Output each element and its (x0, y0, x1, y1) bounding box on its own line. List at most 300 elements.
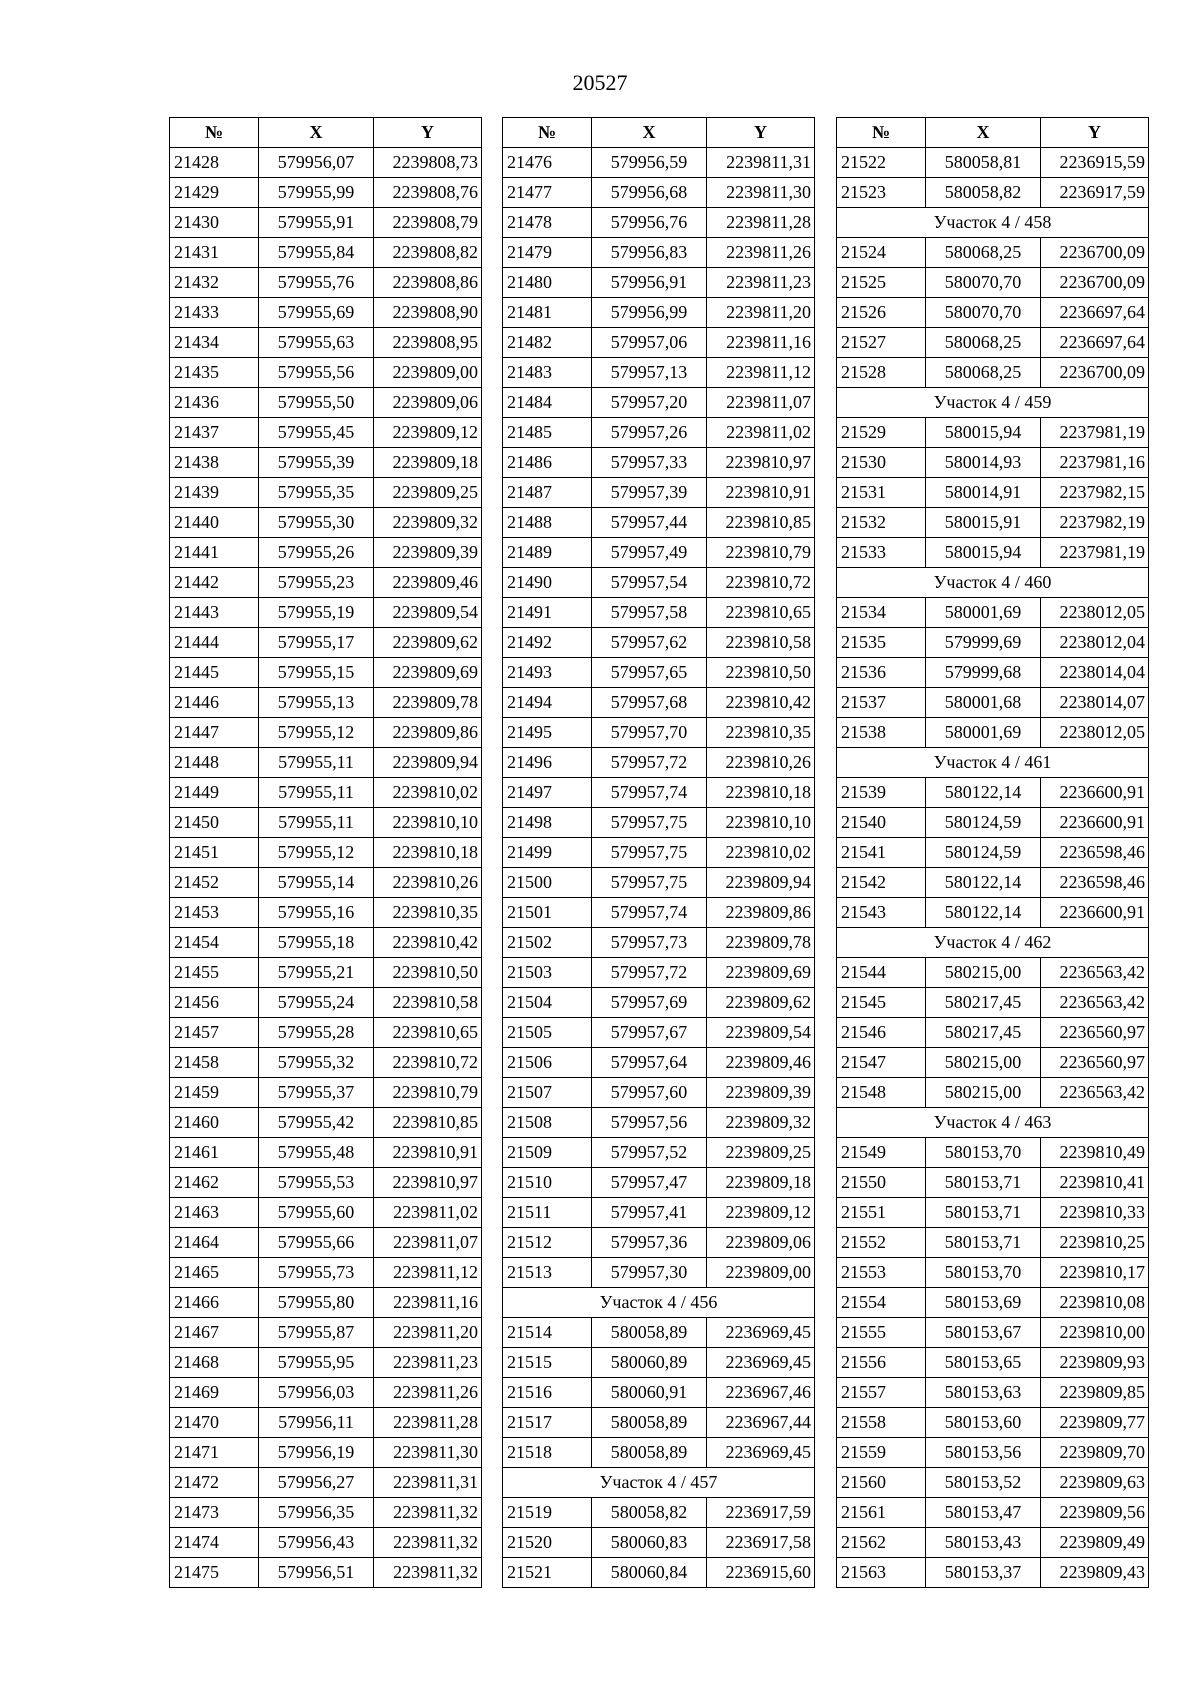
point-number: 21532 (837, 508, 926, 538)
table-row (170, 1318, 482, 1348)
y-coordinate: 2239808,73 (374, 148, 482, 178)
y-coordinate: 2239810,42 (707, 688, 815, 718)
y-coordinate: 2239810,10 (707, 808, 815, 838)
table-row (170, 1048, 482, 1078)
x-coordinate: 580015,91 (926, 508, 1041, 538)
y-coordinate: 2239809,54 (374, 598, 482, 628)
x-coordinate: 579956,68 (592, 178, 707, 208)
point-number: 21509 (503, 1138, 592, 1168)
point-number: 21518 (503, 1438, 592, 1468)
y-coordinate: 2239808,82 (374, 238, 482, 268)
point-number: 21449 (170, 778, 259, 808)
table-row (170, 1078, 482, 1108)
point-number: 21512 (503, 1228, 592, 1258)
x-coordinate: 579957,58 (592, 598, 707, 628)
y-coordinate: 2239811,28 (707, 208, 815, 238)
point-number: 21552 (837, 1228, 926, 1258)
table-row (503, 538, 815, 568)
point-number: 21444 (170, 628, 259, 658)
table-row (503, 508, 815, 538)
point-number: 21470 (170, 1408, 259, 1438)
x-coordinate: 579956,91 (592, 268, 707, 298)
y-coordinate: 2239808,76 (374, 178, 482, 208)
x-coordinate: 580215,00 (926, 1078, 1041, 1108)
point-number: 21459 (170, 1078, 259, 1108)
x-coordinate: 579955,45 (259, 418, 374, 448)
point-number: 21503 (503, 958, 592, 988)
y-coordinate: 2239809,62 (374, 628, 482, 658)
table-row (503, 688, 815, 718)
point-number: 21531 (837, 478, 926, 508)
table-row (503, 628, 815, 658)
x-coordinate: 579957,49 (592, 538, 707, 568)
x-coordinate: 580153,60 (926, 1408, 1041, 1438)
x-coordinate: 580153,71 (926, 1168, 1041, 1198)
x-coordinate: 579955,87 (259, 1318, 374, 1348)
y-coordinate: 2239809,69 (707, 958, 815, 988)
x-coordinate: 579957,47 (592, 1168, 707, 1198)
y-coordinate: 2239810,35 (374, 898, 482, 928)
y-coordinate: 2239810,79 (707, 538, 815, 568)
y-coordinate: 2239811,30 (374, 1438, 482, 1468)
x-coordinate: 580153,47 (926, 1498, 1041, 1528)
x-coordinate: 579955,39 (259, 448, 374, 478)
x-coordinate: 580060,91 (592, 1378, 707, 1408)
table-row (503, 778, 815, 808)
point-number: 21429 (170, 178, 259, 208)
y-coordinate: 2239810,50 (374, 958, 482, 988)
y-coordinate: 2239809,06 (707, 1228, 815, 1258)
point-number: 21534 (837, 598, 926, 628)
table-row (170, 1558, 482, 1588)
x-coordinate: 580058,82 (592, 1498, 707, 1528)
point-number: 21490 (503, 568, 592, 598)
table-row (503, 1438, 815, 1468)
table-row (170, 778, 482, 808)
x-coordinate: 579957,68 (592, 688, 707, 718)
x-coordinate: 579956,19 (259, 1438, 374, 1468)
table-row (170, 1468, 482, 1498)
table-row (503, 988, 815, 1018)
y-coordinate: 2237982,19 (1041, 508, 1149, 538)
y-coordinate: 2239811,12 (374, 1258, 482, 1288)
table-row (170, 688, 482, 718)
table-row (503, 1048, 815, 1078)
table-row (837, 658, 1149, 688)
point-number: 21517 (503, 1408, 592, 1438)
y-coordinate: 2238012,04 (1041, 628, 1149, 658)
x-coordinate: 579957,62 (592, 628, 707, 658)
y-coordinate: 2236598,46 (1041, 838, 1149, 868)
table-row (503, 478, 815, 508)
table-row (503, 868, 815, 898)
table-row (837, 1138, 1149, 1168)
y-coordinate: 2236563,42 (1041, 958, 1149, 988)
y-coordinate: 2239809,06 (374, 388, 482, 418)
coordinate-table-2 (502, 117, 815, 1588)
x-coordinate: 579955,56 (259, 358, 374, 388)
y-coordinate: 2239809,39 (374, 538, 482, 568)
x-coordinate: 580153,67 (926, 1318, 1041, 1348)
section-heading: Участок 4 / 462 (837, 928, 1149, 958)
y-coordinate: 2239809,85 (1041, 1378, 1149, 1408)
point-number: 21476 (503, 148, 592, 178)
y-coordinate: 2239811,31 (374, 1468, 482, 1498)
point-number: 21482 (503, 328, 592, 358)
y-coordinate: 2239808,95 (374, 328, 482, 358)
table-row (837, 598, 1149, 628)
point-number: 21558 (837, 1408, 926, 1438)
y-coordinate: 2239810,97 (707, 448, 815, 478)
point-number: 21493 (503, 658, 592, 688)
table-row (837, 1528, 1149, 1558)
point-number: 21520 (503, 1528, 592, 1558)
table-row (837, 1348, 1149, 1378)
point-number: 21464 (170, 1228, 259, 1258)
x-coordinate: 579957,70 (592, 718, 707, 748)
table-row (170, 238, 482, 268)
x-coordinate: 580058,89 (592, 1408, 707, 1438)
y-coordinate: 2239811,20 (707, 298, 815, 328)
x-coordinate: 579955,21 (259, 958, 374, 988)
y-coordinate: 2239810,50 (707, 658, 815, 688)
x-coordinate: 580060,84 (592, 1558, 707, 1588)
point-number: 21467 (170, 1318, 259, 1348)
y-coordinate: 2237982,15 (1041, 478, 1149, 508)
point-number: 21433 (170, 298, 259, 328)
x-coordinate: 579955,12 (259, 718, 374, 748)
y-coordinate: 2239811,28 (374, 1408, 482, 1438)
point-number: 21445 (170, 658, 259, 688)
table-row (503, 178, 815, 208)
point-number: 21556 (837, 1348, 926, 1378)
point-number: 21560 (837, 1468, 926, 1498)
point-number: 21468 (170, 1348, 259, 1378)
header-y: Y (374, 118, 482, 148)
table-row (170, 538, 482, 568)
table-row (837, 1408, 1149, 1438)
point-number: 21544 (837, 958, 926, 988)
x-coordinate: 579957,65 (592, 658, 707, 688)
point-number: 21496 (503, 748, 592, 778)
point-number: 21527 (837, 328, 926, 358)
x-coordinate: 579957,75 (592, 868, 707, 898)
x-coordinate: 580060,83 (592, 1528, 707, 1558)
table-row (503, 1558, 815, 1588)
section-heading-row (837, 568, 1149, 598)
point-number: 21453 (170, 898, 259, 928)
y-coordinate: 2239810,58 (707, 628, 815, 658)
x-coordinate: 580058,81 (926, 148, 1041, 178)
x-coordinate: 579957,33 (592, 448, 707, 478)
point-number: 21536 (837, 658, 926, 688)
y-coordinate: 2236915,59 (1041, 148, 1149, 178)
table-row (837, 298, 1149, 328)
x-coordinate: 580058,89 (592, 1318, 707, 1348)
table-row (837, 1288, 1149, 1318)
point-number: 21491 (503, 598, 592, 628)
table-row (503, 1348, 815, 1378)
x-coordinate: 579955,16 (259, 898, 374, 928)
x-coordinate: 579957,44 (592, 508, 707, 538)
table-row (837, 1468, 1149, 1498)
point-number: 21446 (170, 688, 259, 718)
x-coordinate: 580153,43 (926, 1528, 1041, 1558)
table-row (837, 1558, 1149, 1588)
y-coordinate: 2239809,25 (707, 1138, 815, 1168)
table-row (503, 238, 815, 268)
y-coordinate: 2239811,07 (707, 388, 815, 418)
point-number: 21447 (170, 718, 259, 748)
point-number: 21530 (837, 448, 926, 478)
y-coordinate: 2236700,09 (1041, 238, 1149, 268)
y-coordinate: 2236700,09 (1041, 358, 1149, 388)
y-coordinate: 2239811,30 (707, 178, 815, 208)
table-row (170, 1138, 482, 1168)
point-number: 21462 (170, 1168, 259, 1198)
y-coordinate: 2236969,45 (707, 1348, 815, 1378)
table-row (170, 1228, 482, 1258)
table-row (837, 178, 1149, 208)
x-coordinate: 580015,94 (926, 538, 1041, 568)
x-coordinate: 579955,91 (259, 208, 374, 238)
x-coordinate: 579955,37 (259, 1078, 374, 1108)
y-coordinate: 2239808,79 (374, 208, 482, 238)
table-row (503, 568, 815, 598)
table-row (170, 418, 482, 448)
table-row (503, 658, 815, 688)
x-coordinate: 579957,52 (592, 1138, 707, 1168)
x-coordinate: 579955,11 (259, 778, 374, 808)
y-coordinate: 2239811,07 (374, 1228, 482, 1258)
point-number: 21456 (170, 988, 259, 1018)
x-coordinate: 579957,72 (592, 958, 707, 988)
section-heading: Участок 4 / 456 (503, 1288, 815, 1318)
x-coordinate: 579955,76 (259, 268, 374, 298)
x-coordinate: 579956,51 (259, 1558, 374, 1588)
point-number: 21450 (170, 808, 259, 838)
point-number: 21554 (837, 1288, 926, 1318)
table-row (837, 898, 1149, 928)
y-coordinate: 2239810,26 (374, 868, 482, 898)
y-coordinate: 2239811,02 (374, 1198, 482, 1228)
point-number: 21514 (503, 1318, 592, 1348)
x-coordinate: 580001,69 (926, 598, 1041, 628)
point-number: 21489 (503, 538, 592, 568)
x-coordinate: 579956,59 (592, 148, 707, 178)
x-coordinate: 579955,95 (259, 1348, 374, 1378)
table-row (170, 328, 482, 358)
point-number: 21458 (170, 1048, 259, 1078)
point-number: 21533 (837, 538, 926, 568)
point-number: 21492 (503, 628, 592, 658)
x-coordinate: 579999,68 (926, 658, 1041, 688)
table-row (837, 628, 1149, 658)
x-coordinate: 579955,84 (259, 238, 374, 268)
table-row (503, 898, 815, 928)
table-row (170, 568, 482, 598)
table-row (170, 298, 482, 328)
x-coordinate: 579955,35 (259, 478, 374, 508)
x-coordinate: 579957,74 (592, 898, 707, 928)
point-number: 21563 (837, 1558, 926, 1588)
x-coordinate: 580215,00 (926, 958, 1041, 988)
point-number: 21562 (837, 1528, 926, 1558)
point-number: 21451 (170, 838, 259, 868)
point-number: 21457 (170, 1018, 259, 1048)
x-coordinate: 579957,75 (592, 838, 707, 868)
y-coordinate: 2239810,79 (374, 1078, 482, 1108)
table-row (837, 808, 1149, 838)
x-coordinate: 580058,82 (926, 178, 1041, 208)
x-coordinate: 579957,74 (592, 778, 707, 808)
table-row (837, 868, 1149, 898)
point-number: 21485 (503, 418, 592, 448)
y-coordinate: 2239811,32 (374, 1558, 482, 1588)
point-number: 21488 (503, 508, 592, 538)
x-coordinate: 579957,56 (592, 1108, 707, 1138)
table-row (503, 808, 815, 838)
table-row (503, 928, 815, 958)
x-coordinate: 579956,27 (259, 1468, 374, 1498)
point-number: 21440 (170, 508, 259, 538)
header-row (837, 118, 1149, 148)
table-row (170, 208, 482, 238)
point-number: 21500 (503, 868, 592, 898)
x-coordinate: 580153,63 (926, 1378, 1041, 1408)
x-coordinate: 579957,39 (592, 478, 707, 508)
point-number: 21473 (170, 1498, 259, 1528)
section-heading: Участок 4 / 457 (503, 1468, 815, 1498)
table-row (837, 1198, 1149, 1228)
x-coordinate: 579955,28 (259, 1018, 374, 1048)
header-row (170, 118, 482, 148)
x-coordinate: 580014,91 (926, 478, 1041, 508)
table-row (503, 148, 815, 178)
x-coordinate: 580015,94 (926, 418, 1041, 448)
table-row (503, 838, 815, 868)
point-number: 21557 (837, 1378, 926, 1408)
y-coordinate: 2239809,12 (707, 1198, 815, 1228)
point-number: 21478 (503, 208, 592, 238)
y-coordinate: 2236600,91 (1041, 808, 1149, 838)
y-coordinate: 2239810,49 (1041, 1138, 1149, 1168)
table-row (503, 1318, 815, 1348)
table-row (837, 838, 1149, 868)
x-coordinate: 579955,48 (259, 1138, 374, 1168)
x-coordinate: 579957,67 (592, 1018, 707, 1048)
table-row (170, 658, 482, 688)
y-coordinate: 2239810,00 (1041, 1318, 1149, 1348)
x-coordinate: 579999,69 (926, 628, 1041, 658)
table-row (170, 868, 482, 898)
point-number: 21442 (170, 568, 259, 598)
x-coordinate: 579955,11 (259, 808, 374, 838)
point-number: 21507 (503, 1078, 592, 1108)
y-coordinate: 2236563,42 (1041, 1078, 1149, 1108)
x-coordinate: 579955,60 (259, 1198, 374, 1228)
table-row (170, 988, 482, 1018)
y-coordinate: 2239808,86 (374, 268, 482, 298)
point-number: 21502 (503, 928, 592, 958)
table-row (503, 388, 815, 418)
y-coordinate: 2239809,32 (374, 508, 482, 538)
y-coordinate: 2239809,86 (707, 898, 815, 928)
table-row (170, 478, 482, 508)
x-coordinate: 579957,75 (592, 808, 707, 838)
point-number: 21471 (170, 1438, 259, 1468)
x-coordinate: 579955,12 (259, 838, 374, 868)
table-row (503, 1198, 815, 1228)
table-row (503, 208, 815, 238)
y-coordinate: 2239809,43 (1041, 1558, 1149, 1588)
header-number: № (837, 118, 926, 148)
x-coordinate: 579955,32 (259, 1048, 374, 1078)
x-coordinate: 580001,68 (926, 688, 1041, 718)
x-coordinate: 579955,50 (259, 388, 374, 418)
table-row (170, 1168, 482, 1198)
point-number: 21455 (170, 958, 259, 988)
x-coordinate: 579955,63 (259, 328, 374, 358)
y-coordinate: 2239809,94 (374, 748, 482, 778)
coordinate-table-1 (169, 117, 482, 1588)
x-coordinate: 580217,45 (926, 988, 1041, 1018)
point-number: 21506 (503, 1048, 592, 1078)
table-row (503, 1528, 815, 1558)
y-coordinate: 2236969,45 (707, 1438, 815, 1468)
y-coordinate: 2239810,72 (707, 568, 815, 598)
x-coordinate: 580217,45 (926, 1018, 1041, 1048)
table-row (503, 1138, 815, 1168)
point-number: 21521 (503, 1558, 592, 1588)
table-row (170, 148, 482, 178)
y-coordinate: 2239811,32 (374, 1498, 482, 1528)
table-row (170, 388, 482, 418)
point-number: 21463 (170, 1198, 259, 1228)
x-coordinate: 579957,54 (592, 568, 707, 598)
y-coordinate: 2239810,85 (374, 1108, 482, 1138)
point-number: 21481 (503, 298, 592, 328)
table-row (837, 1168, 1149, 1198)
y-coordinate: 2236600,91 (1041, 778, 1149, 808)
table-row (170, 598, 482, 628)
x-coordinate: 579955,69 (259, 298, 374, 328)
table-row (837, 1048, 1149, 1078)
y-coordinate: 2236917,59 (1041, 178, 1149, 208)
point-number: 21460 (170, 1108, 259, 1138)
x-coordinate: 579955,19 (259, 598, 374, 628)
y-coordinate: 2239810,58 (374, 988, 482, 1018)
table-row (837, 448, 1149, 478)
x-coordinate: 580122,14 (926, 778, 1041, 808)
table-row (503, 328, 815, 358)
point-number: 21547 (837, 1048, 926, 1078)
point-number: 21548 (837, 1078, 926, 1108)
point-number: 21486 (503, 448, 592, 478)
x-coordinate: 579955,42 (259, 1108, 374, 1138)
point-number: 21435 (170, 358, 259, 388)
y-coordinate: 2236969,45 (707, 1318, 815, 1348)
x-coordinate: 579957,30 (592, 1258, 707, 1288)
section-heading-row (837, 388, 1149, 418)
x-coordinate: 580153,65 (926, 1348, 1041, 1378)
y-coordinate: 2236697,64 (1041, 328, 1149, 358)
x-coordinate: 580001,69 (926, 718, 1041, 748)
point-number: 21495 (503, 718, 592, 748)
y-coordinate: 2236917,58 (707, 1528, 815, 1558)
point-number: 21524 (837, 238, 926, 268)
x-coordinate: 580068,25 (926, 238, 1041, 268)
